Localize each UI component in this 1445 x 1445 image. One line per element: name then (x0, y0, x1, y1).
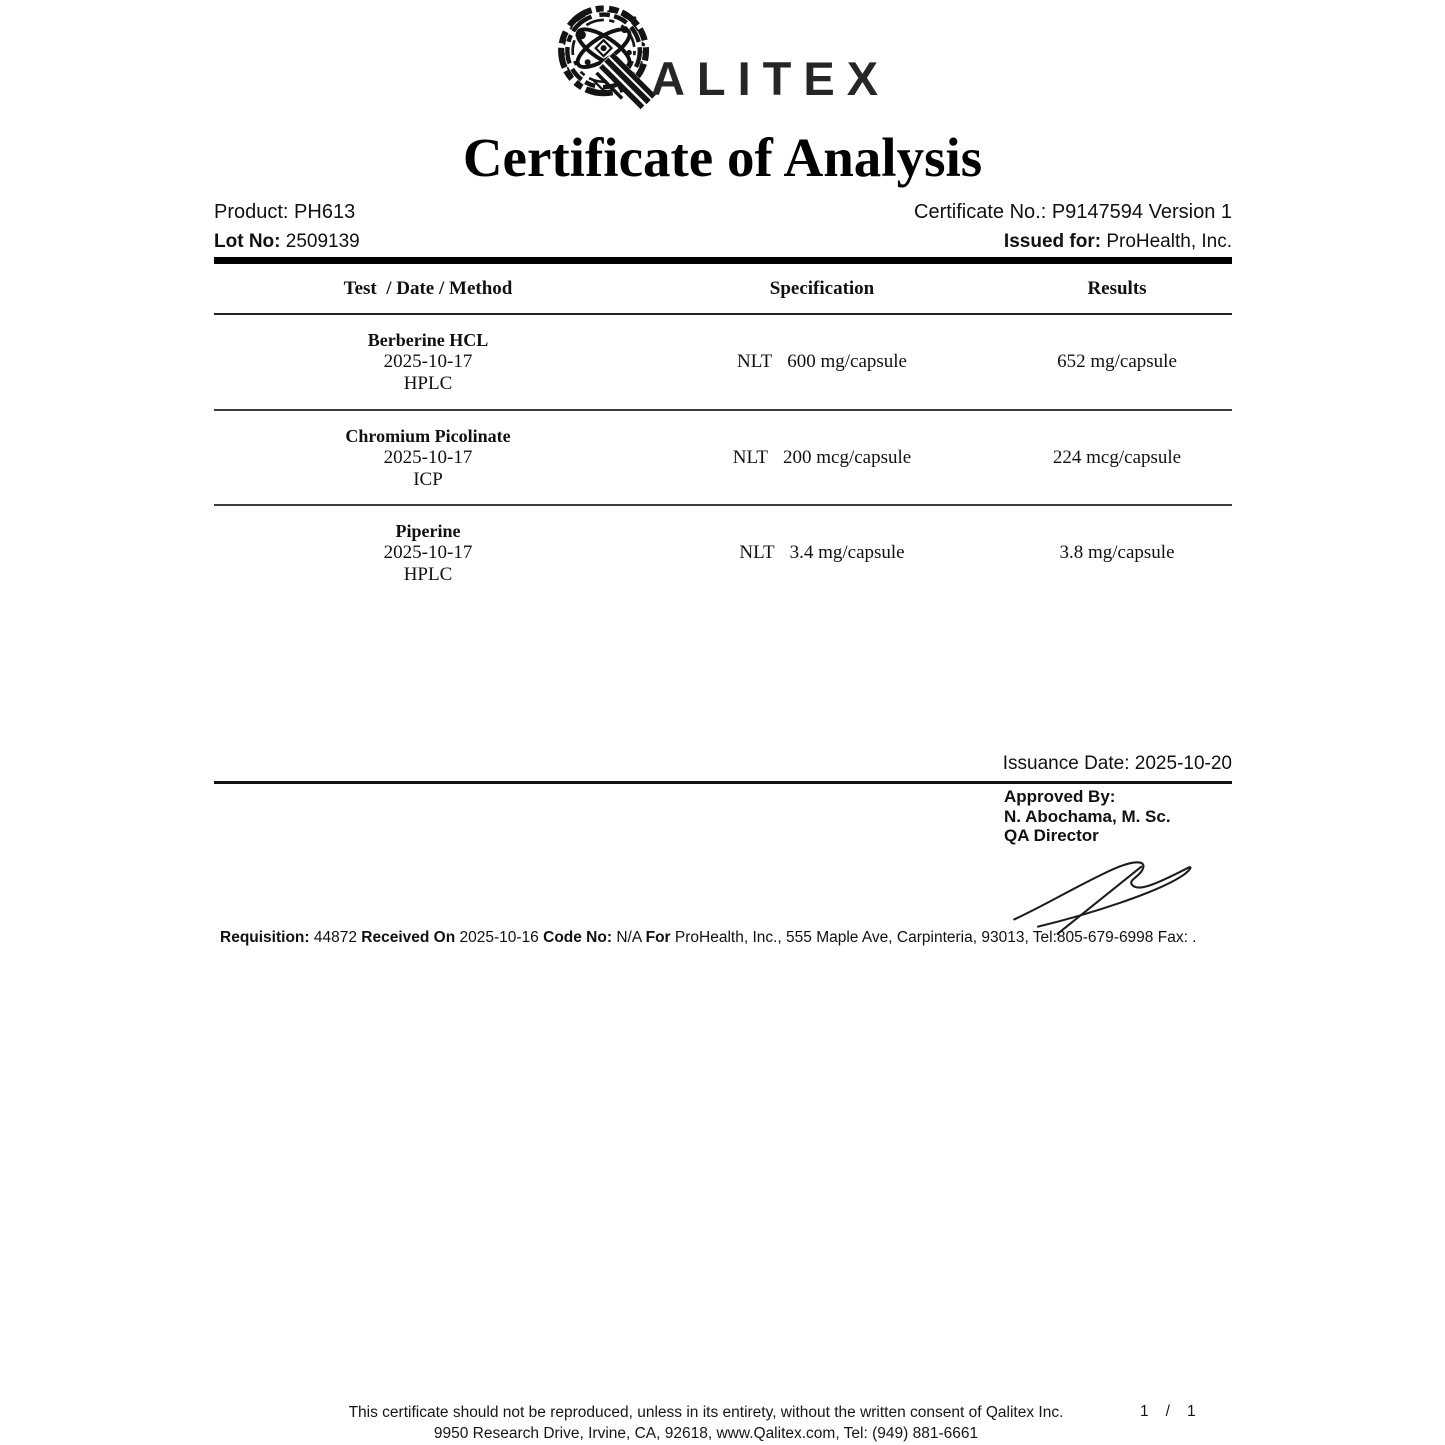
test-cell (214, 329, 642, 395)
page-title: Certificate of Analysis (462, 127, 983, 188)
document-header-meta (214, 201, 1232, 253)
approver-title: QA Director (1004, 826, 1099, 845)
table-row (214, 506, 1232, 599)
approver-name: N. Abochama, M. Sc. (1004, 806, 1171, 826)
received-on-value: 2025-10-16 (459, 929, 539, 946)
requisition-line (220, 929, 1420, 947)
code-no-label: Code No: (543, 929, 613, 946)
spec-value: 200 mcg/capsule (782, 446, 912, 468)
requisition-value: 44872 (313, 929, 357, 946)
issued-for-label: Issued for: (1003, 231, 1102, 252)
signature-icon (1008, 848, 1194, 936)
test-name: Piperine (395, 520, 461, 541)
test-method: ICP (413, 468, 443, 490)
spec-prefix: NLT (739, 541, 775, 563)
specification-cell (642, 542, 1002, 564)
spec-prefix: NLT (737, 351, 773, 372)
test-method: HPLC (403, 373, 453, 394)
code-no-value: N/A (616, 929, 642, 946)
results-table (214, 264, 1232, 599)
test-date: 2025-10-17 (383, 351, 473, 372)
for-value: ProHealth, Inc., 555 Maple Ave, Carpinteria, 93013, Tel:805-679-6998 Fax: . (674, 929, 1197, 946)
brand-logo (0, 4, 1445, 110)
test-date: 2025-10-17 (383, 541, 473, 563)
approval-divider-line (214, 781, 1232, 784)
spec-prefix: NLT (732, 446, 768, 468)
issued-for-value: ProHealth, Inc. (1106, 231, 1232, 252)
received-on-label: Received On (361, 929, 456, 946)
test-cell (214, 425, 642, 491)
product-value: PH613 (294, 201, 356, 223)
page-current: 1 (1140, 1403, 1149, 1420)
table-row (214, 411, 1232, 506)
header-divider-bar (214, 257, 1232, 264)
certificate-number-field (914, 201, 1232, 224)
column-header-specification: Specification (769, 277, 875, 299)
product-field (214, 201, 355, 224)
footer (0, 1402, 1412, 1444)
test-cell (214, 520, 642, 586)
approved-by-label: Approved By: (1004, 787, 1116, 806)
result-cell: 224 mcg/capsule (1052, 446, 1182, 468)
qalitex-q-circuit-atom-icon (555, 4, 661, 110)
table-row (214, 315, 1232, 411)
issued-for-field (1004, 231, 1232, 253)
page-counter (1140, 1403, 1196, 1421)
for-label: For (645, 929, 671, 946)
lot-number-field (214, 231, 360, 253)
footer-disclaimer: This certificate should not be reproduced, unless in its entirety, without the written consent of Qalitex Inc. (348, 1404, 1064, 1421)
lot-number-value: 2509139 (285, 231, 360, 252)
issuance-date-label: Issuance Date: (1002, 753, 1130, 774)
lot-number-label: Lot No: (214, 231, 281, 252)
footer-address: 9950 Research Drive, Irvine, CA, 92618, www.Qalitex.com, Tel: (949) 881-6661 (433, 1425, 979, 1442)
test-name: Chromium Picolinate (345, 425, 511, 446)
brand-wordmark: ALITEX (650, 52, 891, 105)
specification-cell (642, 351, 1002, 373)
result-cell: 652 mg/capsule (1057, 351, 1177, 372)
issuance-date-field (214, 753, 1232, 775)
spec-value: 600 mg/capsule (787, 351, 907, 372)
column-header-test-date-method: Test / Date / Method (343, 277, 513, 299)
requisition-label: Requisition: (220, 929, 310, 946)
table-header-row (214, 264, 1232, 315)
product-label: Product: (214, 201, 289, 223)
approval-block (1004, 787, 1171, 846)
column-header-results: Results (1087, 277, 1147, 299)
certificate-number-value: P9147594 Version 1 (1051, 201, 1232, 223)
page-total: 1 (1186, 1403, 1196, 1420)
test-method: HPLC (403, 563, 453, 585)
spec-value: 3.4 mg/capsule (789, 541, 905, 563)
test-date: 2025-10-17 (383, 446, 473, 468)
test-name: Berberine HCL (367, 330, 489, 350)
issuance-date-value: 2025-10-20 (1134, 753, 1232, 774)
specification-cell (642, 447, 1002, 469)
certificate-number-label: Certificate No.: (914, 201, 1047, 223)
page-separator: / (1165, 1403, 1170, 1420)
result-cell: 3.8 mg/capsule (1059, 541, 1175, 563)
